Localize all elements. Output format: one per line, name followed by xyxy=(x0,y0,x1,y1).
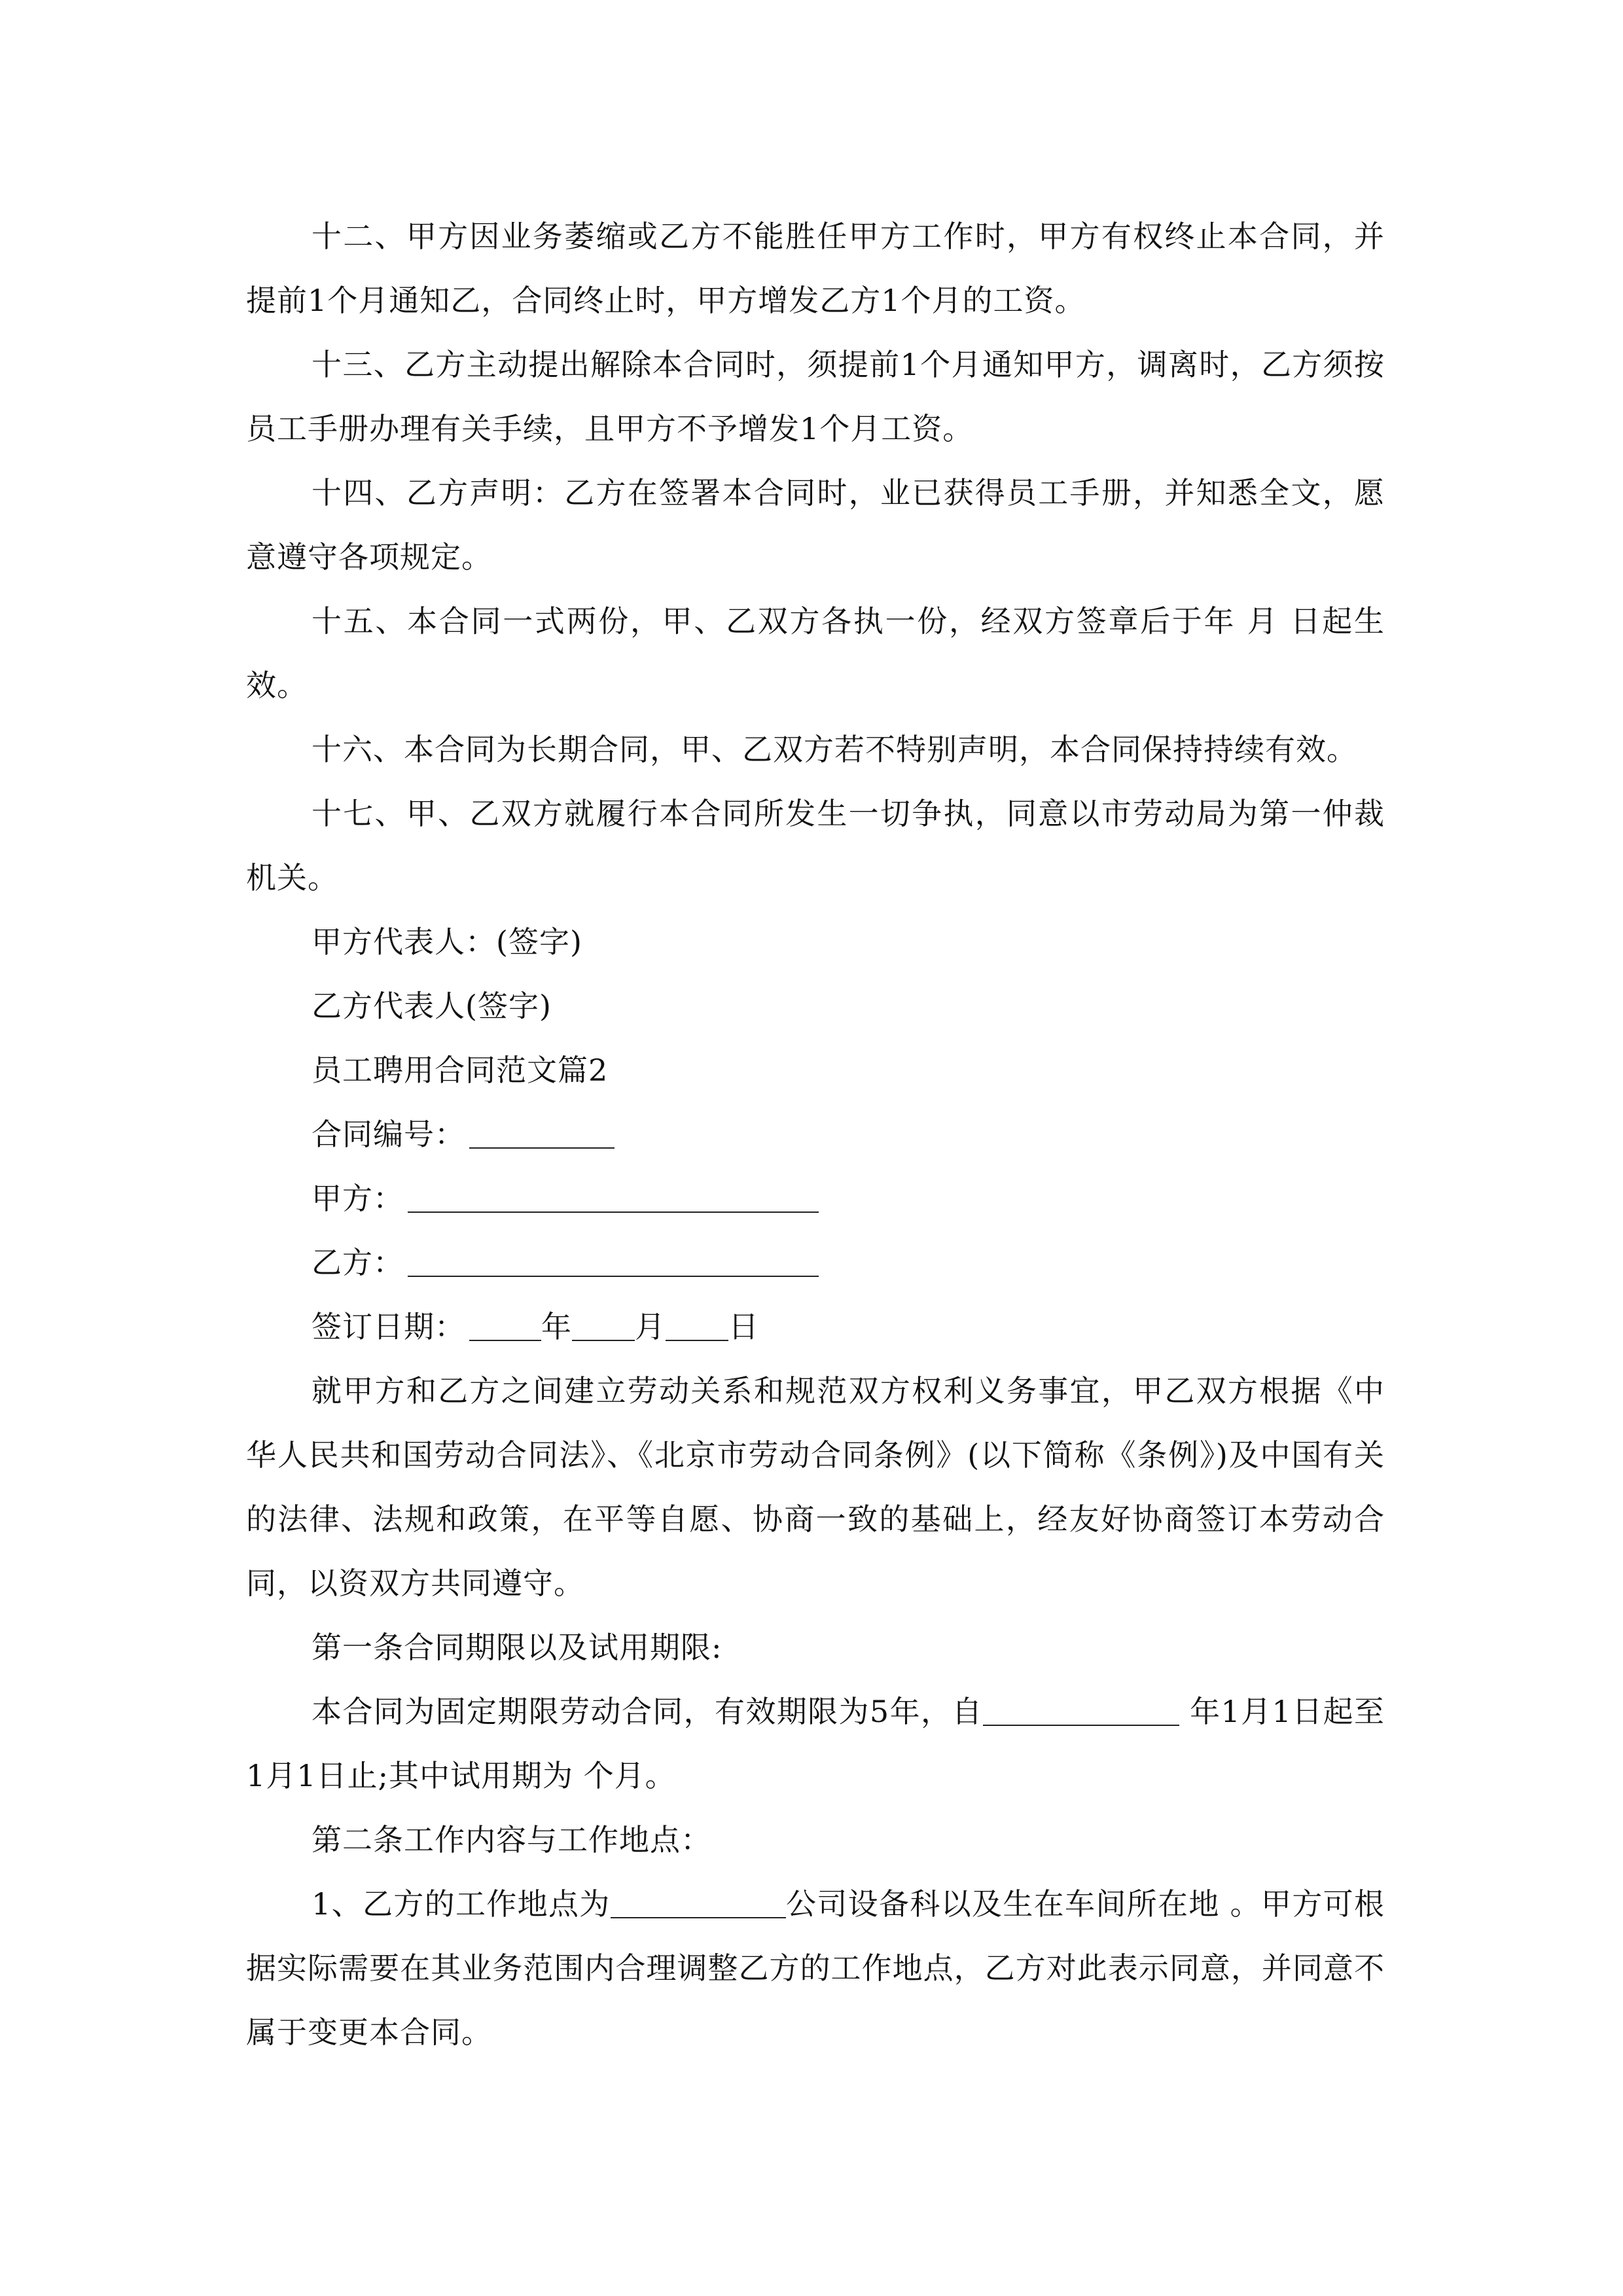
sign-date-label: 签订日期： xyxy=(312,1309,465,1344)
clause-14: 十四、乙方声明：乙方在签署本合同时，业已获得员工手册，并知悉全文，愿意遵守各项规定。 xyxy=(246,475,1385,575)
section-title: 员工聘用合同范文篇2 xyxy=(312,1052,609,1088)
article-2-item-1-text-b: 公司设备科以及生在车间所在地 。甲方可根据实际需要在其业务范围内合理调整乙方的工作地点，乙方对此表示同意，并同意不属于变更本合同。 xyxy=(246,1886,1385,2050)
article-2-item-1 xyxy=(246,1872,1385,2064)
article-1-paragraph xyxy=(246,1679,1385,1808)
sign-month-blank[interactable] xyxy=(572,1307,635,1341)
document-body xyxy=(246,204,1385,2064)
year-label: 年 xyxy=(541,1309,572,1344)
month-label: 月 xyxy=(635,1309,666,1344)
party-a-signature-line: 甲方代表人：(签字) xyxy=(312,924,582,960)
party-b-label: 乙方： xyxy=(312,1245,404,1280)
party-a-row xyxy=(246,1166,1385,1230)
sign-date-row xyxy=(246,1295,1385,1359)
party-b-signature-line: 乙方代表人(签字) xyxy=(312,988,552,1024)
clause-17: 十七、甲、乙双方就履行本合同所发生一切争执，同意以市劳动局为第一仲裁机关。 xyxy=(246,796,1385,895)
sign-day-blank[interactable] xyxy=(666,1307,728,1341)
clause-12: 十二、甲方因业务萎缩或乙方不能胜任甲方工作时，甲方有权终止本合同，并提前1个月通知乙，合同终止时，甲方增发乙方1个月的工资。 xyxy=(246,219,1385,318)
party-a-label: 甲方： xyxy=(312,1181,404,1216)
clause-13: 十三、乙方主动提出解除本合同时，须提前1个月通知甲方，调离时，乙方须按员工手册办理有关手续，且甲方不予增发1个月工资。 xyxy=(246,347,1385,446)
party-b-row xyxy=(246,1230,1385,1295)
day-label: 日 xyxy=(728,1309,759,1344)
party-a-blank[interactable] xyxy=(408,1179,819,1213)
clause-16: 十六、本合同为长期合同，甲、乙双方若不特别声明，本合同保持持续有效。 xyxy=(312,732,1357,767)
contract-number-label: 合同编号： xyxy=(312,1117,465,1152)
preamble-paragraph: 就甲方和乙方之间建立劳动关系和规范双方权利义务事宜，甲乙双方根据《中华人民共和国劳动合同法》、《北京市劳动合同条例》(以下简称《条例》)及中国有关的法律、法规和政策，在平等自愿、协商一致的基础上，经友好协商签订本劳动合同，以资双方共同遵守。 xyxy=(246,1373,1385,1601)
article-2-item-1-text-a: 1、乙方的工作地点为 xyxy=(312,1886,611,1922)
start-year-blank[interactable] xyxy=(983,1692,1179,1726)
article-1-text-b: 年1月1日起至 1月1日止;其中试用期为 个月。 xyxy=(246,1694,1385,1793)
article-2-title: 第二条工作内容与工作地点： xyxy=(312,1822,711,1857)
contract-number-blank[interactable] xyxy=(469,1115,615,1149)
sign-year-blank[interactable] xyxy=(469,1307,541,1341)
clause-15: 十五、本合同一式两份，甲、乙双方各执一份，经双方签章后于年 月 日起生效。 xyxy=(246,603,1385,703)
article-1-text-a: 本合同为固定期限劳动合同，有效期限为5年，自 xyxy=(312,1694,983,1729)
work-place-blank[interactable] xyxy=(611,1884,786,1918)
contract-number-row xyxy=(246,1102,1385,1166)
article-1-title: 第一条合同期限以及试用期限: xyxy=(312,1630,722,1665)
party-b-blank[interactable] xyxy=(408,1243,819,1277)
